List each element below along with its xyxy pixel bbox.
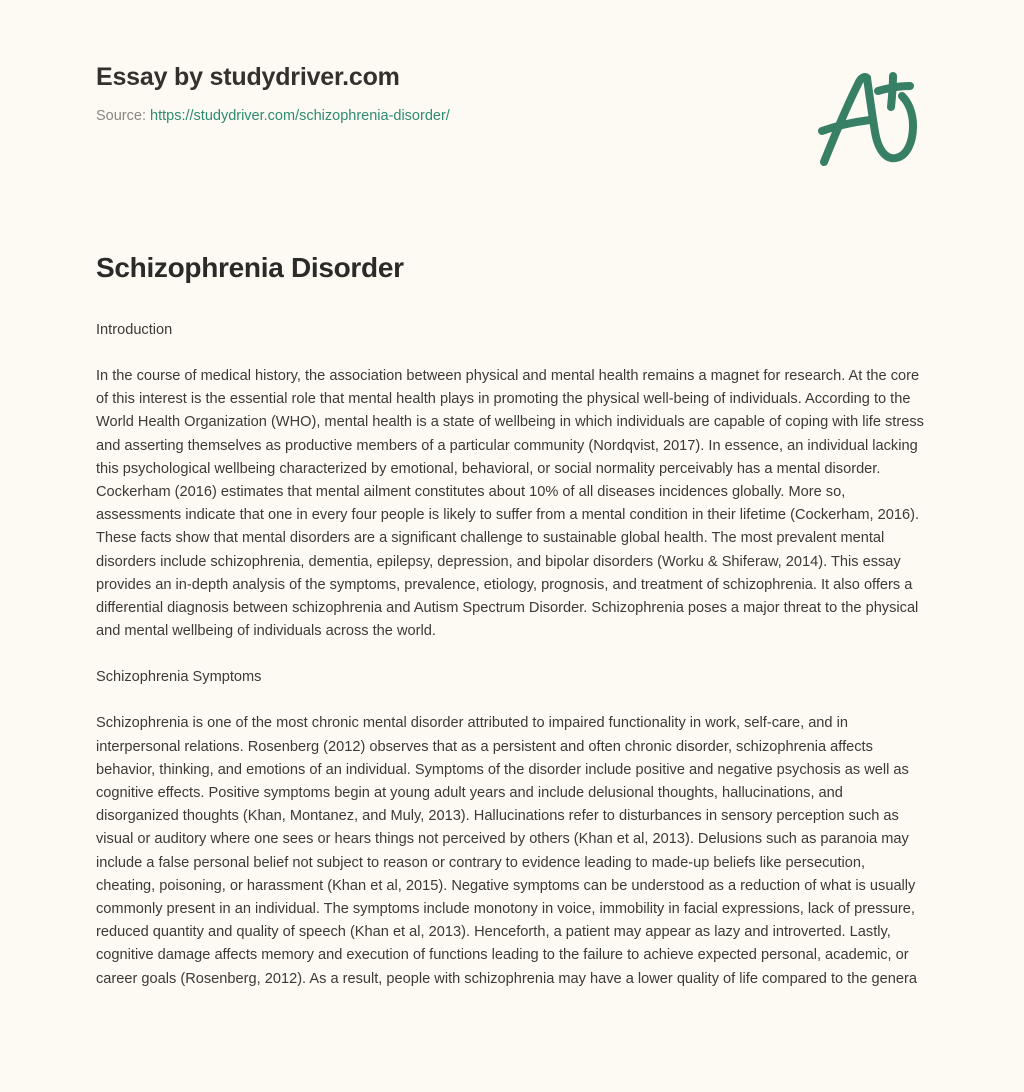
document-body — [96, 250, 926, 991]
a-plus-logo-icon — [812, 62, 922, 172]
section-heading-symptoms: Schizophrenia Symptoms — [96, 669, 262, 686]
brand-block — [96, 62, 736, 126]
paragraph-symptoms: Schizophrenia is one of the most chronic mental disorder attributed to impaired functionality in work, self-care, and in interpersonal relations. Rosenberg (2012) observes that as a persistent and often chronic disorder, schizophrenia affects behavior, thinking, and emotions of an individual. Symptoms of the disorder include positive and negative psychosis as well as cognitive effects. Positive symptoms begin at young adult years and include delusional thoughts, hallucinations, and disorganized thoughts (Khan, Montanez, and Muly, 2013). Hallucinations refer to disturbances in sensory perception such as visual or auditory where one sees or hears things not perceived by others (Khan et al, 2013). Delusions such as paranoia may include a false personal belief not subject to reason or contrary to evidence leading to made-up beliefs like persecution, cheating, poisoning, or harassment (Khan et al, 2015). Negative symptoms can be understood as a reduction of what is usually commonly present in an individual. The symptoms include monotony in voice, immobility in facial expressions, lack of pressure, reduced quantity and quality of speech (Khan et al, 2013). Henceforth, a patient may appear as lazy and introverted. Lastly, cognitive damage affects memory and execution of functions leading to the failure to achieve expected personal, academic, or career goals (Rosenberg, 2012). As a result, people with schizophrenia may have a lower quality of life compared to the genera — [96, 715, 917, 987]
brand-title: Essay by studydriver.com — [96, 63, 400, 91]
page-title: Schizophrenia Disorder — [96, 252, 404, 283]
source-label: Source: — [96, 108, 146, 124]
source-line — [96, 106, 736, 126]
a-plus-logo — [812, 62, 922, 172]
source-url-link[interactable]: https://studydriver.com/schizophrenia-disorder/ — [150, 108, 450, 124]
paragraph-introduction: In the course of medical history, the association between physical and mental health remains a magnet for research. At the core of this interest is the essential role that mental health plays in promoting the physical well-being of individuals. According to the World Health Organization (WHO), mental health is a state of wellbeing in which individuals are capable of coping with life stress and asserting themselves as productive members of a particular community (Nordqvist, 2017). In essence, an individual lacking this psychological wellbeing characterized by emotional, behavioral, or social normality perceivably has a mental disorder. Cockerham (2016) estimates that mental ailment constitutes about 10% of all diseases incidences globally. More so, assessments indicate that one in every four people is likely to suffer from a mental condition in their lifetime (Cockerham, 2016). These facts show that mental disorders are a significant challenge to sustainable global health. The most prevalent mental disorders include schizophrenia, dementia, epilepsy, depression, and bipolar disorders (Worku & Shiferaw, 2014). This essay provides an in-depth analysis of the symptoms, prevalence, etiology, prognosis, and treatment of schizophrenia. It also offers a differential diagnosis between schizophrenia and Autism Spectrum Disorder. Schizophrenia poses a major threat to the physical and mental wellbeing of individuals across the world. — [96, 368, 924, 640]
section-heading-introduction: Introduction — [96, 322, 173, 338]
document-header — [0, 0, 1024, 200]
